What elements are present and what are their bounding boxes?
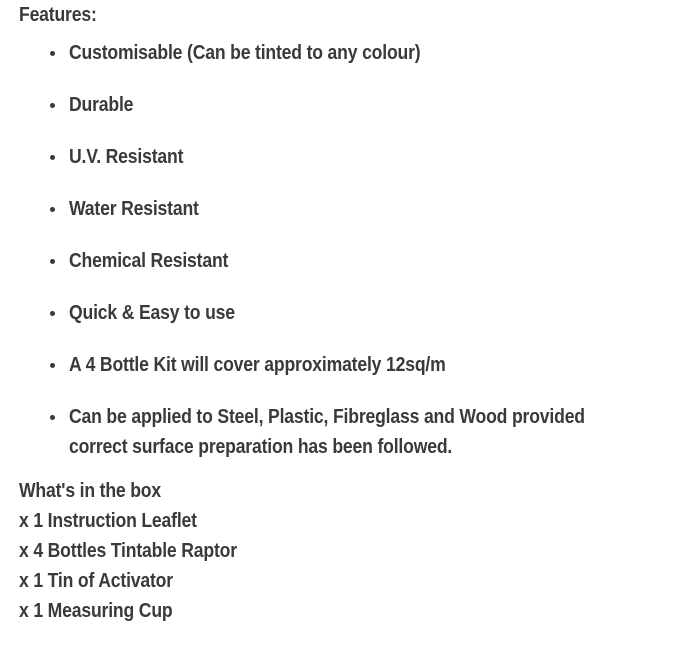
feature-item [19, 38, 679, 68]
features-heading: Features: [19, 4, 97, 26]
bullet-icon [50, 103, 55, 108]
feature-text-line-1: Can be applied to Steel, Plastic, Fibreglass and Wood provided [69, 406, 585, 428]
bullet-icon [50, 259, 55, 264]
feature-text: U.V. Resistant [69, 146, 184, 168]
bullet-icon [50, 155, 55, 160]
product-description [19, 0, 679, 626]
bullet-icon [50, 207, 55, 212]
feature-item [19, 246, 679, 276]
feature-text: Water Resistant [69, 198, 199, 220]
feature-item [19, 350, 679, 380]
box-item: x 4 Bottles Tintable Raptor [19, 540, 237, 562]
feature-item [19, 90, 679, 120]
feature-text: Quick & Easy to use [69, 302, 235, 324]
bullet-icon [50, 415, 55, 420]
bullet-icon [50, 363, 55, 368]
box-item: x 1 Instruction Leaflet [19, 510, 197, 532]
feature-item [19, 298, 679, 328]
feature-text: Chemical Resistant [69, 250, 229, 272]
feature-item [19, 402, 679, 462]
box-item: x 1 Measuring Cup [19, 600, 173, 622]
bullet-icon [50, 51, 55, 56]
feature-item [19, 194, 679, 224]
feature-item [19, 142, 679, 172]
feature-text: A 4 Bottle Kit will cover approximately 12sq/m [69, 354, 446, 376]
feature-text: Durable [69, 94, 134, 116]
features-list [19, 38, 679, 462]
bullet-icon [50, 311, 55, 316]
box-contents [19, 476, 679, 626]
feature-text-line-2: correct surface preparation has been followed. [69, 436, 453, 458]
box-heading: What's in the box [19, 480, 161, 502]
box-item: x 1 Tin of Activator [19, 570, 173, 592]
feature-text: Customisable (Can be tinted to any colour) [69, 42, 421, 64]
